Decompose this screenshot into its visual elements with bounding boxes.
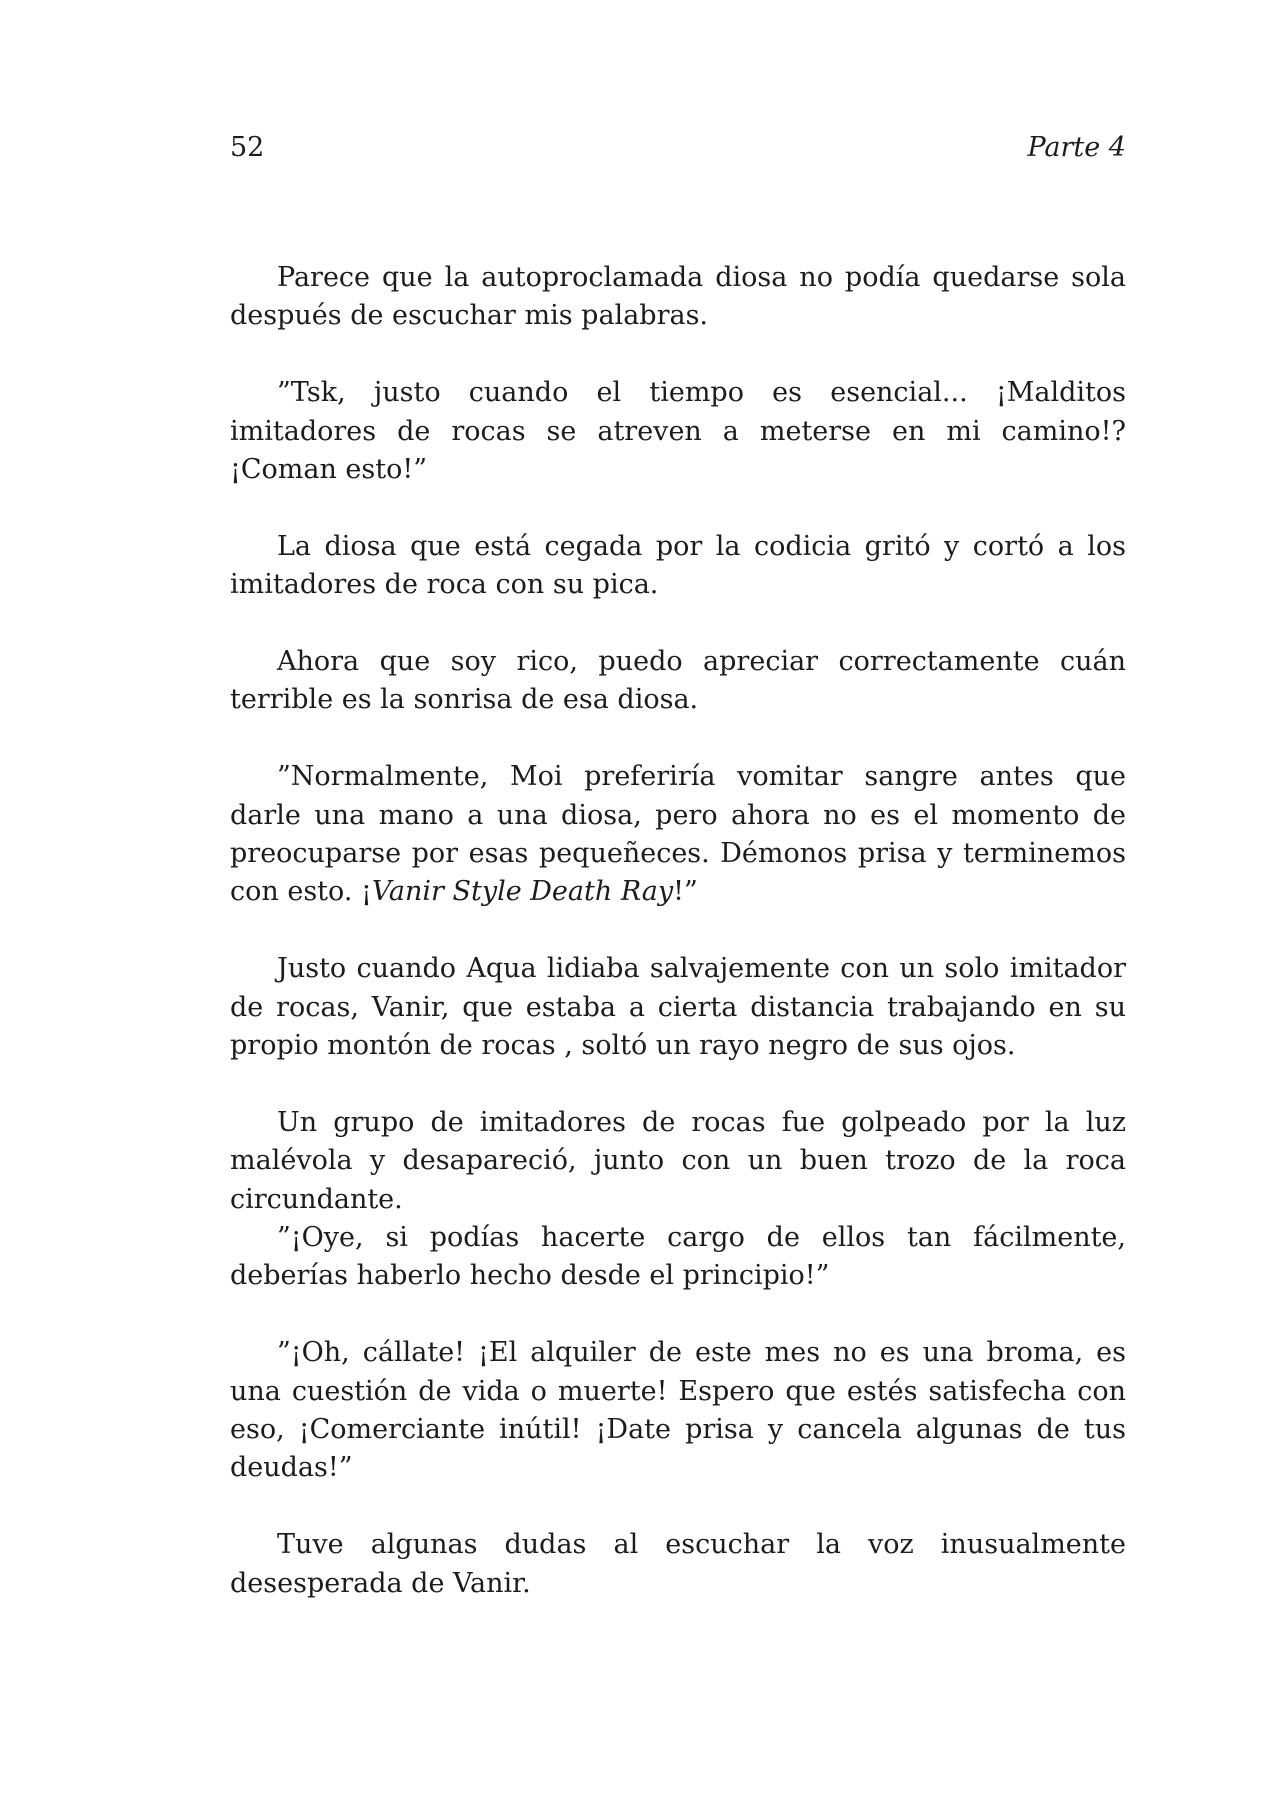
paragraph: ”¡Oye, si podías hacerte cargo de ellos tan fácilmente, deberías haberlo hecho desde el principio!” (230, 1222, 1126, 1292)
paragraph: Parece que la autoproclamada diosa no podía quedarse sola después de escuchar mis palabras. (230, 262, 1126, 332)
paragraph (230, 758, 1126, 912)
section-title: Parte 4 (1027, 132, 1126, 163)
body-text (230, 259, 1126, 1641)
attack-name: Vanir Style Death Ray (371, 876, 674, 908)
paragraph-text: !” (673, 876, 698, 908)
paragraph-text: ”Normalmente, Moi preferiría vomitar sangre antes que darle una mano a una diosa, pero ahora no es el momento de preocuparse por esas pequeñeces. Démonos prisa y terminemos con esto. ¡ (230, 761, 1126, 908)
paragraph: Tuve algunas dudas al escuchar la voz inusualmente desesperada de Vanir. (230, 1529, 1126, 1599)
paragraph: Justo cuando Aqua lidiaba salvajemente con un solo imitador de rocas, Vanir, que estaba a cierta distancia trabajando en su propio montón de rocas , soltó un rayo negro de sus ojos. (230, 953, 1126, 1062)
paragraph: Ahora que soy rico, puedo apreciar correctamente cuán terrible es la sonrisa de esa diosa. (230, 646, 1126, 716)
paragraph: ”Tsk, justo cuando el tiempo es esencial... ¡Malditos imitadores de rocas se atreven a meterse en mi camino!? ¡Coman esto!” (230, 377, 1126, 486)
paragraph: La diosa que está cegada por la codicia gritó y cortó a los imitadores de roca con su pica. (230, 530, 1126, 601)
running-header (230, 126, 1126, 170)
paragraph: ”¡Oh, cállate! ¡El alquiler de este mes no es una broma, es una cuestión de vida o muerte! Espero que estés satisfecha con eso, ¡Comerciante inútil! ¡Date prisa y cancela algunas de tus deudas!” (230, 1337, 1126, 1484)
paragraph: Un grupo de imitadores de rocas fue golpeado por la luz malévola y desapareció, junto con un buen trozo de la roca circundante. (230, 1106, 1126, 1215)
page-number: 52 (230, 132, 265, 163)
